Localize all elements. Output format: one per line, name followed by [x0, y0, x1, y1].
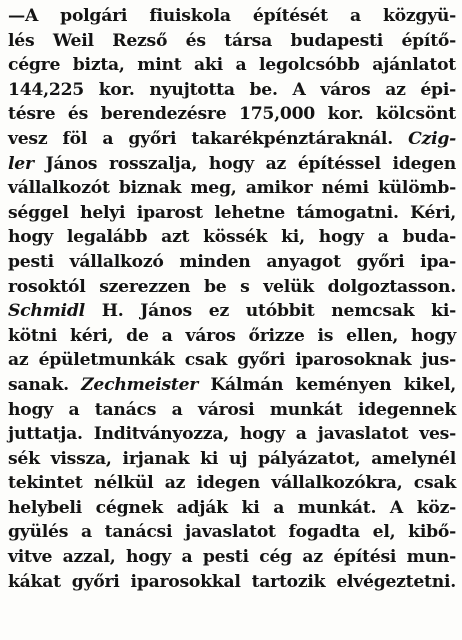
article-line	[8, 520, 456, 545]
text-segment: János rosszalja, hogy az építéssel idegen	[33, 153, 456, 174]
article-line	[8, 471, 456, 496]
article-line	[8, 324, 456, 349]
article-line	[8, 299, 456, 324]
text-segment: hogy a tanács a városi munkát idegennek	[8, 399, 456, 420]
text-segment: —A polgári fiuiskola építését a közgyü-	[8, 6, 456, 26]
text-segment: Kálmán keményen kikel,	[198, 374, 456, 395]
article-line	[8, 570, 456, 595]
article-line	[8, 53, 456, 78]
text-segment: helybeli cégnek adják ki a munkát. A köz-	[8, 497, 456, 518]
person-name: Czig-	[408, 128, 456, 149]
article-line	[8, 348, 456, 373]
text-segment: gyülés a tanácsi javaslatot fogadta el, kibő-	[8, 522, 456, 543]
article-line	[8, 496, 456, 521]
text-segment: kötni kéri, de a város őrizze is ellen, hogy	[8, 325, 456, 346]
text-segment: hogy legalább azt kössék ki, hogy a buda-	[8, 227, 456, 248]
person-name: ler	[8, 153, 34, 174]
text-segment: rosoktól szerezzen be s velük dolgoztasson.	[8, 276, 456, 297]
text-segment: H. János ez utóbbit nemcsak ki-	[84, 301, 456, 322]
text-segment: sanak.	[8, 374, 82, 395]
text-segment: vesz föl a győri takarékpénztáraknál.	[8, 128, 409, 149]
article-line	[8, 250, 456, 275]
article-line	[8, 176, 456, 201]
text-segment: tésre és berendezésre 175,000 kor. kölcsönt	[8, 104, 456, 125]
text-segment: 144,225 kor. nyujtotta be. A város az épi-	[8, 79, 456, 100]
text-segment: séggel helyi iparost lehetne támogatni. Kéri,	[8, 202, 456, 223]
article-line	[8, 398, 456, 423]
text-segment: az épületmunkák csak győri iparosoknak jus-	[8, 350, 456, 371]
text-segment: vállalkozót biznak meg, amikor némi külömb-	[8, 178, 456, 199]
person-name: Zechmeister	[81, 374, 199, 395]
text-segment: vitve azzal, hogy a pesti cég az építési mun-	[8, 547, 456, 568]
article-line	[8, 201, 456, 226]
text-segment: pesti vállalkozó minden anyagot győri ipa-	[8, 251, 456, 272]
text-segment: lés Weil Rezső és társa budapesti építő-	[8, 30, 456, 51]
text-segment: cégre bizta, mint aki a legolcsóbb ajánlatot	[8, 55, 456, 76]
person-name: Schmidl	[8, 301, 85, 322]
article-line	[8, 225, 456, 250]
article-line	[8, 373, 456, 398]
article-line	[8, 102, 456, 127]
article-line	[8, 4, 456, 29]
text-segment: kákat győri iparosokkal tartozik elvégeztetni.	[8, 571, 456, 592]
article-line	[8, 545, 456, 570]
text-segment: tekintet nélkül az idegen vállalkozókra, csak	[8, 473, 456, 494]
article-line	[8, 78, 456, 103]
article-line	[8, 275, 456, 300]
article-body	[8, 4, 456, 594]
article-line	[8, 152, 456, 177]
article-line	[8, 422, 456, 447]
article-line	[8, 127, 456, 152]
article-line	[8, 447, 456, 472]
text-segment: juttatja. Inditványozza, hogy a javaslatot ves-	[8, 424, 456, 445]
text-segment: sék vissza, irjanak ki uj pályázatot, amelynél	[8, 448, 456, 469]
article-line	[8, 29, 456, 54]
